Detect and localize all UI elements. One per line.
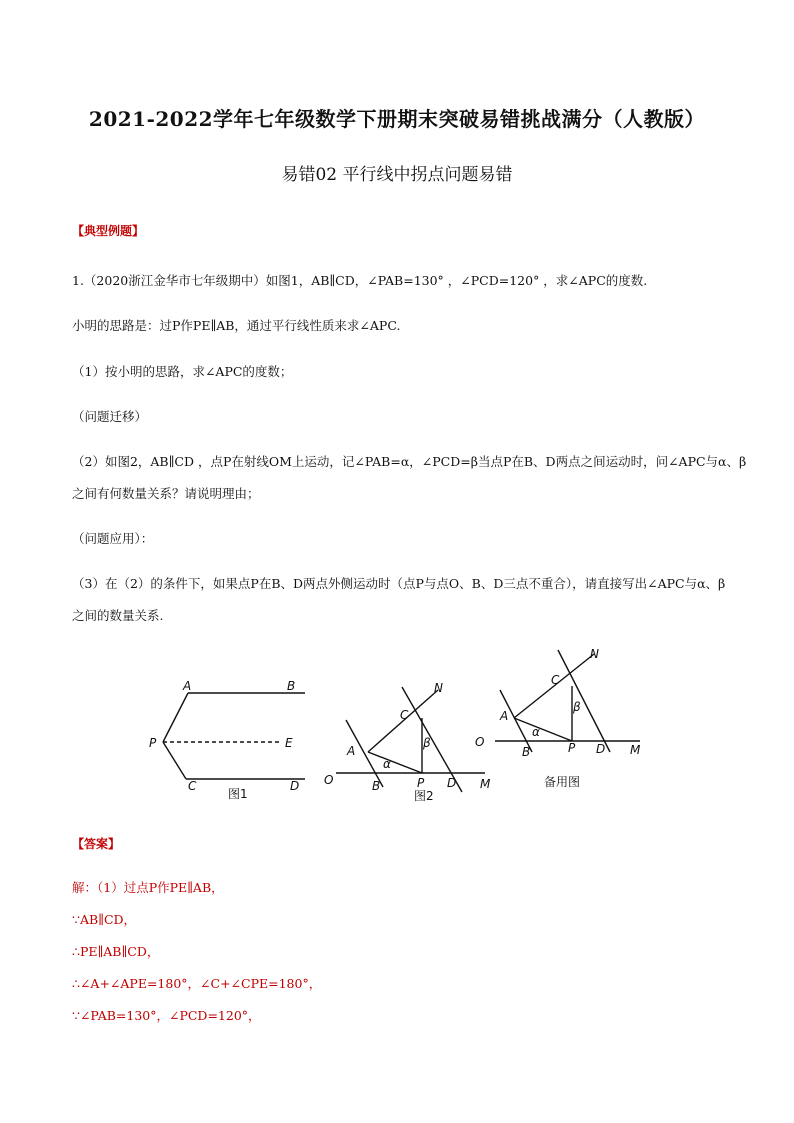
question-line-5: （2）如图2，AB∥CD ，点P在射线OM上运动，记∠PAB=α，∠PCD=β当点P在B、D两点之间运动时，问∠APC与α、β <box>72 454 747 469</box>
fig3-caption: 备用图 <box>544 775 581 789</box>
line-cd <box>558 650 610 752</box>
fig3-label-beta: β <box>573 700 581 714</box>
fig1-label-d: D <box>290 779 300 793</box>
segment-ap <box>514 718 572 741</box>
fig3-label-alpha: α <box>532 725 540 739</box>
section-example-heading: 【典型例题】 <box>72 224 145 238</box>
fig2-label-o: O <box>324 773 334 787</box>
fig1-label-e: E <box>285 736 293 750</box>
fig3-label-a: A <box>500 709 509 723</box>
line-ap <box>163 693 188 742</box>
fig3-label-n: N <box>590 647 599 661</box>
question-line-9: 之间的数量关系. <box>72 608 164 623</box>
section-answer-heading: 【答案】 <box>72 837 121 851</box>
solution-line-2: ∵AB∥CD， <box>72 912 137 927</box>
figure-1 <box>163 693 305 779</box>
document-title: 2021-2022学年七年级数学下册期末突破易错挑战满分（人教版） <box>88 107 706 131</box>
fig1-label-a: A <box>183 679 192 693</box>
fig2-label-a: A <box>347 744 356 758</box>
segment-ap <box>368 752 422 773</box>
fig2-label-m: M <box>480 777 491 791</box>
fig3-label-c: C <box>551 673 560 687</box>
fig2-label-n: N <box>434 681 443 695</box>
line-pc <box>163 742 186 779</box>
fig2-label-alpha: α <box>383 757 391 771</box>
fig2-label-d: D <box>447 776 457 790</box>
question-line-1: 1.（2020浙江金华市七年级期中）如图1，AB∥CD，∠PAB=130° ，∠PCD=120° ，求∠APC的度数. <box>72 273 648 288</box>
question-line-3: （1）按小明的思路，求∠APC的度数； <box>72 364 293 379</box>
question-line-4: （问题迁移） <box>72 409 148 424</box>
fig1-caption: 图1 <box>228 787 248 801</box>
fig2-label-c: C <box>400 708 409 722</box>
fig3-label-b: B <box>522 745 531 759</box>
geometry-figures <box>140 640 660 810</box>
solution-line-1: 解：（1）过点P作PE∥AB， <box>72 880 224 895</box>
fig2-label-beta: β <box>423 736 431 750</box>
fig2-caption: 图2 <box>414 789 434 803</box>
fig3-label-d: D <box>596 742 606 756</box>
fig3-label-o: O <box>475 735 485 749</box>
fig1-label-b: B <box>287 679 296 693</box>
question-line-7: （问题应用）： <box>72 531 154 546</box>
fig3-label-p: P <box>568 741 576 755</box>
fig2-label-b: B <box>372 779 381 793</box>
question-line-6: 之间有何数量关系？请说明理由； <box>72 486 260 501</box>
solution-line-4: ∴∠A+∠APE=180°，∠C+∠CPE=180°， <box>72 976 322 991</box>
fig1-label-c: C <box>188 779 197 793</box>
solution-line-5: ∵∠PAB=130°，∠PCD=120°， <box>72 1008 261 1023</box>
fig3-label-m: M <box>630 743 641 757</box>
figure-3 <box>495 650 640 752</box>
solution-line-3: ∴PE∥AB∥CD， <box>72 944 160 959</box>
question-line-8: （3）在（2）的条件下，如果点P在B、D两点外侧运动时（点P与点O、B、D三点不重合），请直接写出∠APC与α、β <box>72 576 726 591</box>
fig1-label-p: P <box>149 736 157 750</box>
question-line-2: 小明的思路是：过P作PE∥AB，通过平行线性质来求∠APC. <box>72 318 401 333</box>
document-subtitle: 易错02 平行线中拐点问题易错 <box>281 165 513 185</box>
figure-2 <box>336 687 485 792</box>
fig2-label-p: P <box>417 776 425 790</box>
